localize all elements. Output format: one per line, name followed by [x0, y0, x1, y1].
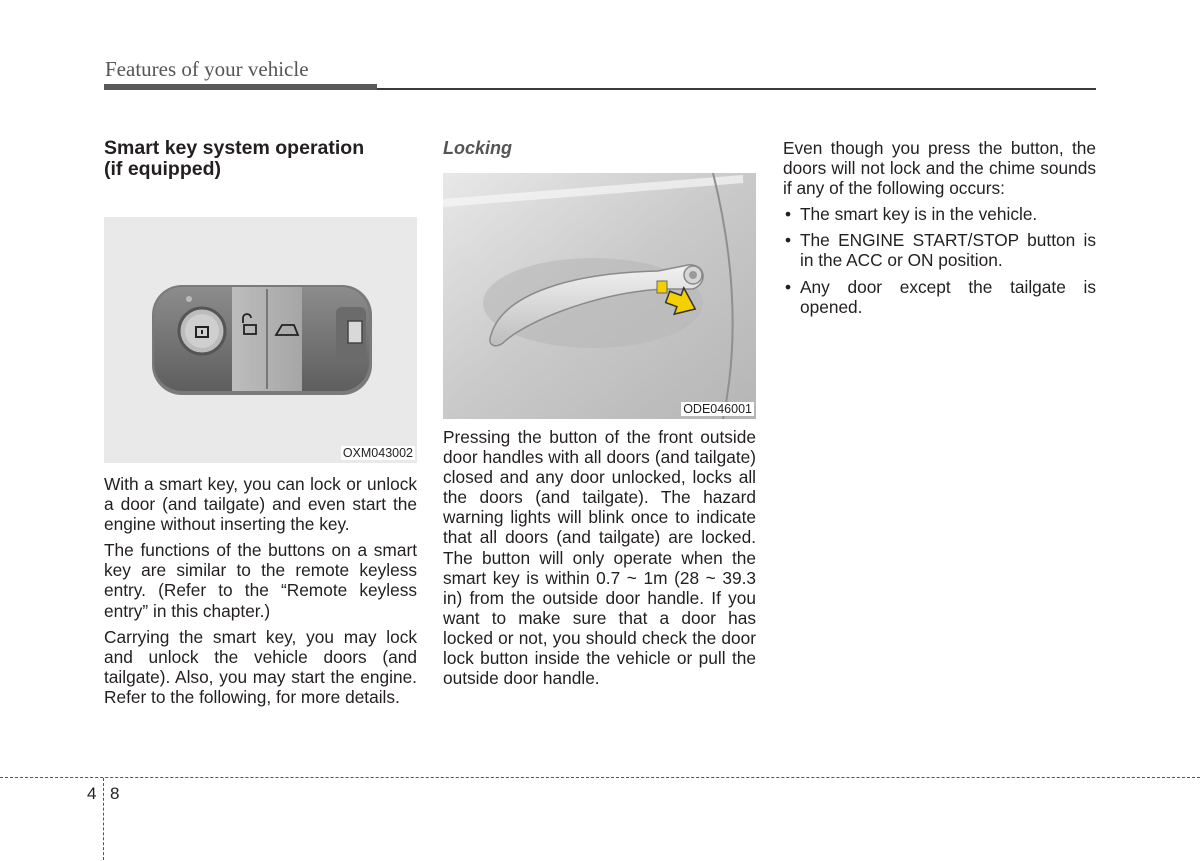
header-rule-accent	[104, 84, 377, 90]
list-item: • Any door except the tailgate is opened.	[783, 277, 1096, 317]
figure-code: OXM043002	[342, 446, 413, 460]
door-handle-illustration	[443, 173, 756, 419]
section-heading-line1: Smart key system operation	[104, 137, 365, 159]
chapter-number: 4	[87, 784, 97, 803]
middle-column	[443, 138, 756, 694]
subsection-heading: Locking	[443, 138, 513, 158]
section-heading	[104, 138, 417, 180]
list-item: • The smart key is in the vehicle.	[783, 204, 1096, 224]
condition-list	[783, 204, 1096, 316]
paragraph: Even though you press the button, the doors will not lock and the chime sounds if any of the following occurs:	[783, 138, 1096, 199]
smart-key-illustration	[104, 217, 417, 463]
section-heading-line2: (if equipped)	[104, 158, 221, 180]
figure-code: ODE046001	[683, 402, 752, 416]
emergency-key-slot	[348, 321, 362, 343]
smart-key-figure	[104, 217, 417, 463]
list-item: • The ENGINE START/STOP button is in the ACC or ON position.	[783, 230, 1096, 270]
paragraph: Carrying the smart key, you may lock and unlock the vehicle doors (and tailgate). Also, you may start the engine. Refer to the following, for more details.	[104, 626, 417, 707]
left-column	[104, 138, 417, 713]
header-title: Features of your vehicle	[105, 57, 309, 81]
footer-divider	[103, 778, 104, 860]
paragraph: Pressing the button of the front outside door handles with all doors (and tailgate) closed and any door unlocked, locks all the doors (and tailgate). The hazard warning lights will blink once to indicate that all doors (and tailgate) are locked. The button will only operate when the smart key is within 0.7 ~ 1m (28 ~ 39.3 in) from the outside door handle. If you want to make sure that a door has locked or not, you should check the door lock button inside the vehicle or pull the outside door handle.	[443, 427, 756, 689]
right-column	[783, 138, 1096, 323]
page-number: 8	[110, 784, 120, 803]
lock-button	[657, 281, 667, 293]
door-handle-figure	[443, 173, 756, 419]
paragraph: The functions of the buttons on a smart key are similar to the remote keyless entry. (Refer to the “Remote keyless entry” in this chapter.)	[104, 540, 417, 621]
footer-rule	[0, 777, 1200, 778]
paragraph: With a smart key, you can lock or unlock a door (and tailgate) and even start the engine without inserting the key.	[104, 474, 417, 535]
